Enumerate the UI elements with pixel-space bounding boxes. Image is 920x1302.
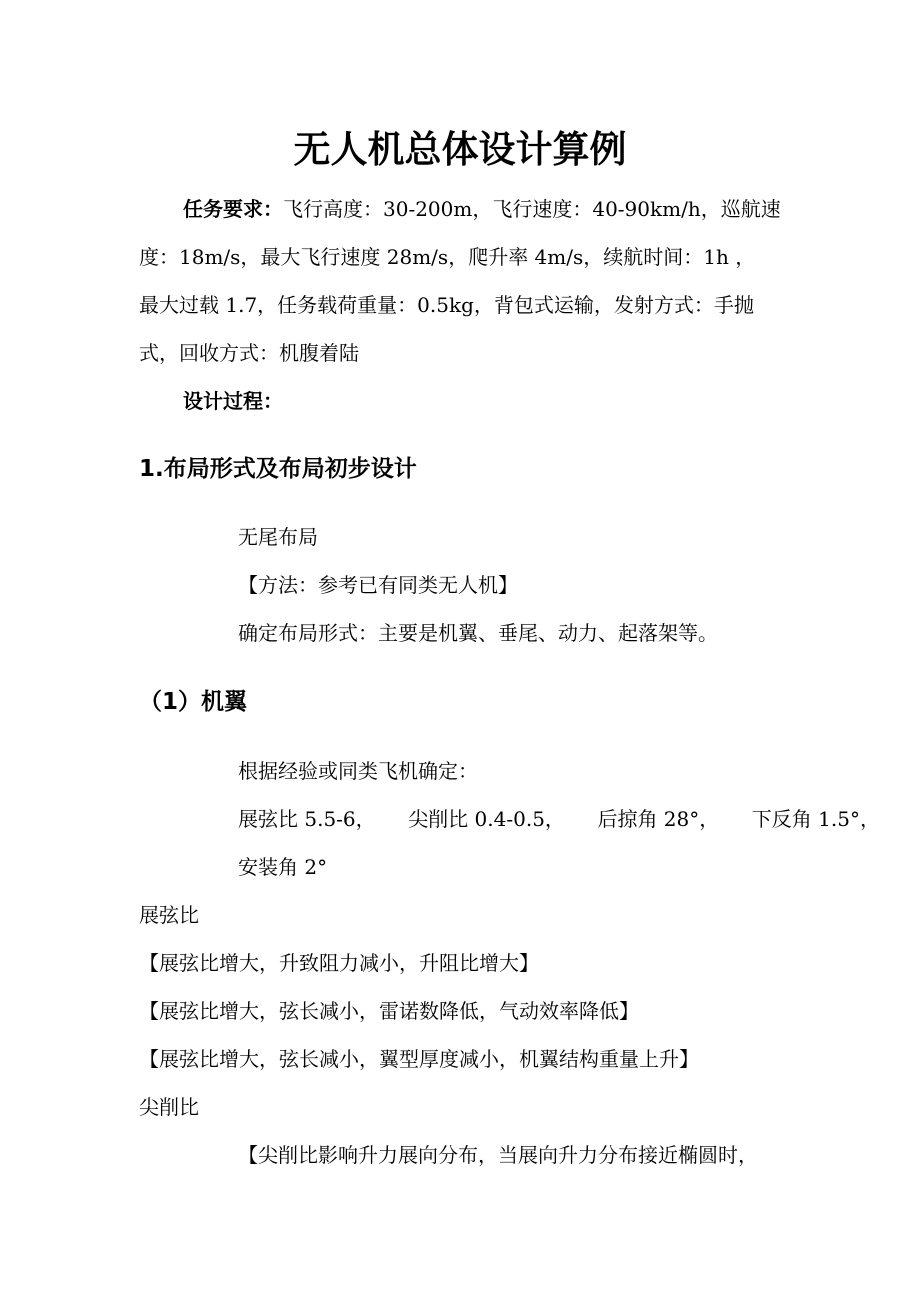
requirements-label: 任务要求： <box>183 197 283 221</box>
aspect-ratio-label: 展弦比 <box>139 903 199 927</box>
aspect-ratio-note-2: 【展弦比增大，弦长减小，雷诺数降低，气动效率降低】 <box>139 999 639 1023</box>
design-process-label: 设计过程： <box>183 389 283 413</box>
layout-determination: 确定布局形式：主要是机翼、垂尾、动力、起落架等。 <box>238 621 718 645</box>
requirements-text-1: 飞行高度：30-200m，飞行速度：40-90km/h，巡航速 <box>283 197 781 221</box>
layout-type: 无尾布局 <box>238 525 318 549</box>
requirements-line-4: 式，回收方式：机腹着陆 <box>139 341 359 365</box>
wing-param-aspect-ratio: 展弦比 5.5-6， <box>238 807 376 831</box>
section-heading-wing: （1）机翼 <box>139 689 248 715</box>
aspect-ratio-note-3: 【展弦比增大，弦长减小，翼型厚度减小，机翼结构重量上升】 <box>139 1047 699 1071</box>
aspect-ratio-note-1: 【展弦比增大，升致阻力减小，升阻比增大】 <box>139 951 539 975</box>
layout-method-note: 【方法：参考已有同类无人机】 <box>238 573 518 597</box>
document-title: 无人机总体设计算例 <box>293 128 627 171</box>
taper-ratio-label: 尖削比 <box>139 1095 199 1119</box>
wing-param-dihedral-angle: 下反角 1.5°， <box>751 807 880 831</box>
wing-param-taper-ratio: 尖削比 0.4-0.5， <box>408 807 565 831</box>
wing-intro: 根据经验或同类飞机确定： <box>238 759 478 783</box>
requirements-line-1 <box>183 195 781 223</box>
wing-param-incidence: 安装角 2° <box>238 855 328 879</box>
wing-params-line <box>238 805 880 833</box>
section-heading-layout: 1.布局形式及布局初步设计 <box>139 456 417 482</box>
wing-param-sweep-angle: 后掠角 28°， <box>597 807 720 831</box>
requirements-line-3: 最大过载 1.7，任务载荷重量：0.5kg，背包式运输，发射方式：手抛 <box>139 293 754 317</box>
taper-ratio-note: 【尖削比影响升力展向分布，当展向升力分布接近椭圆时， <box>238 1143 758 1167</box>
requirements-line-2: 度：18m/s，最大飞行速度 28m/s，爬升率 4m/s，续航时间：1h ， <box>139 245 756 269</box>
